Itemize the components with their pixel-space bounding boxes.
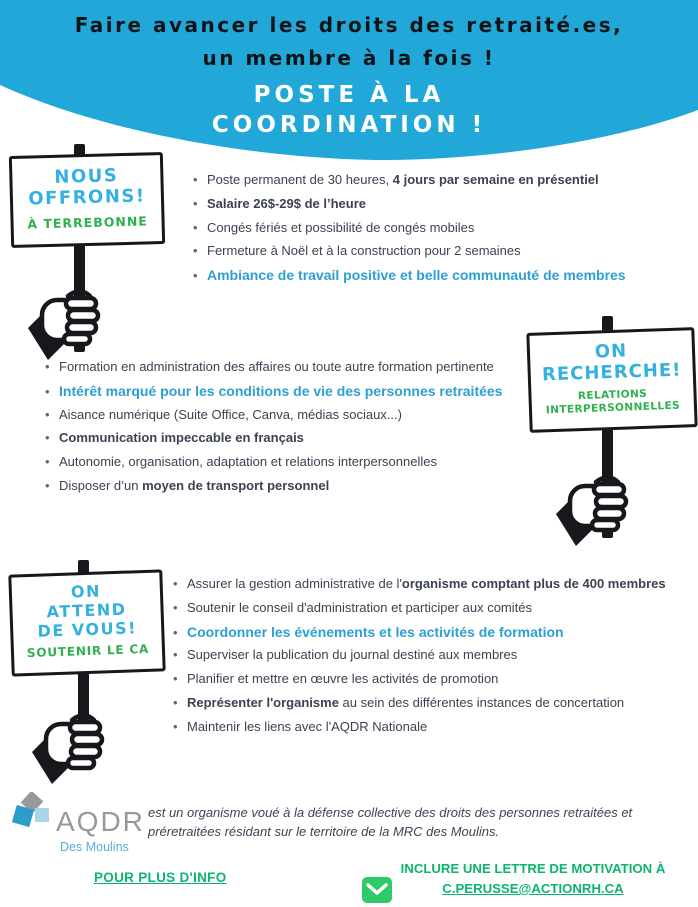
list-item (45, 455, 545, 469)
bullet-icon: • (173, 624, 178, 640)
bullet-icon: • (173, 647, 178, 663)
bullet-icon: • (45, 454, 50, 470)
sign-text-line: ON (594, 340, 628, 363)
list-item-text: Aisance numérique (Suite Office, Canva, médias sociaux...) (59, 406, 402, 422)
bullet-icon: • (173, 599, 178, 615)
sign-text-line: RELATIONS (577, 387, 648, 403)
sign-text-line: DE VOUS! (37, 618, 138, 641)
bullet-icon: • (193, 243, 198, 259)
list-item-text: Autonomie, organisation, adaptation et relations interpersonnelles (59, 454, 437, 470)
motivation-label: INCLURE UNE LETTRE DE MOTIVATION À (400, 861, 666, 876)
motivation-note (388, 859, 678, 899)
list-item (173, 648, 688, 662)
benefits-list (193, 173, 688, 292)
list-item-text: Ambiance de travail positive et belle communauté de membres (207, 267, 626, 284)
profile-list (45, 360, 545, 503)
protest-sign-seeking (528, 316, 698, 556)
logo-subtitle: Des Moulins (60, 840, 129, 854)
bullet-icon: • (193, 172, 198, 187)
sign-text-line: INTERPERSONNELLES (545, 399, 681, 417)
list-item (193, 221, 688, 235)
aqdr-logo-mark (10, 792, 60, 850)
list-item-text: Représenter l'organisme au sein des différentes instances de concertation (187, 695, 625, 711)
bullet-icon: • (45, 359, 50, 374)
list-item-text: Superviser la publication du journal destiné aux membres (187, 647, 518, 663)
list-item-text: Assurer la gestion administrative de l'organisme comptant plus de 400 membres (187, 576, 666, 591)
title-line2: COORDINATION ! (211, 112, 487, 138)
bullet-icon: • (193, 195, 198, 211)
sign-text-line: OFFRONS! (28, 185, 146, 210)
sign-green-text (531, 386, 694, 418)
bullet-icon: • (193, 268, 198, 284)
list-item (173, 696, 688, 710)
sign-text-line: ATTEND (46, 599, 127, 622)
protest-sign-offers (8, 144, 178, 369)
hand-illustration (30, 696, 125, 784)
list-item-text: Communication impeccable en français (59, 430, 304, 446)
list-item (45, 479, 545, 493)
list-item (193, 173, 688, 187)
list-item-text: Disposer d’un moyen de transport personnel (59, 478, 330, 494)
sign-text-line: SOUTENIR LE CA (26, 641, 150, 661)
list-item (173, 625, 688, 640)
bullet-icon: • (173, 576, 178, 591)
bullet-icon: • (173, 718, 178, 734)
responsibilities-list (173, 577, 688, 744)
sign-blue-text (530, 338, 693, 386)
bullet-icon: • (45, 383, 50, 399)
list-item (173, 672, 688, 686)
bullet-icon: • (193, 219, 198, 235)
hand-illustration (554, 458, 649, 546)
bullet-icon: • (45, 478, 50, 494)
tagline-line1: Faire avancer les droits des retraité.es, (74, 13, 624, 37)
logo-acronym: AQDR (56, 806, 145, 837)
list-item (173, 720, 688, 734)
aqdr-logo (10, 792, 145, 864)
list-item (173, 601, 688, 615)
organization-description: est un organisme voué à la défense collective des droits des personnes retraitées et préretraitées résidant sur le territoire de la MRC des Moulins. (148, 805, 633, 839)
list-item (173, 577, 688, 591)
list-item (193, 268, 688, 283)
bullet-icon: • (173, 695, 178, 711)
more-info-link[interactable]: POUR PLUS D'INFO (94, 870, 227, 885)
list-item-text: Salaire 26$-29$ de l’heure (207, 195, 366, 211)
list-item-text: Soutenir le conseil d'administration et participer aux comités (187, 599, 532, 615)
page-title (0, 80, 698, 140)
sign-green-text (13, 213, 161, 232)
list-item-text: Maintenir les liens avec l'AQDR Nationale (187, 718, 428, 734)
sign-board (9, 152, 165, 248)
bullet-icon: • (45, 406, 50, 422)
title-line1: POSTE À LA (253, 82, 445, 108)
list-item-text: Fermeture à Noël et à la construction pour 2 semaines (207, 243, 521, 259)
list-item (193, 244, 688, 258)
list-item (45, 384, 545, 399)
sign-text-line: ON (70, 581, 102, 602)
list-item (193, 197, 688, 211)
sign-text-line: RECHERCHE! (541, 359, 682, 386)
sign-text-line: NOUS (54, 165, 119, 188)
bullet-icon: • (45, 430, 50, 446)
list-item (45, 360, 545, 374)
sign-text-line: À TERREBONNE (27, 213, 149, 232)
list-item-text: Intérêt marqué pour les conditions de vie des personnes retraitées (59, 382, 503, 399)
bullet-icon: • (173, 671, 178, 687)
sign-blue-text (12, 164, 161, 210)
hand-illustration (26, 272, 121, 360)
sign-board (526, 327, 697, 433)
tagline (0, 9, 698, 75)
list-item-text: Congés fériés et possibilité de congés mobiles (207, 219, 475, 235)
list-item-text: Coordonner les événements et les activités de formation (187, 623, 564, 640)
sign-blue-text (12, 579, 162, 641)
tagline-line2: un membre à la fois ! (202, 46, 496, 70)
list-item-text: Poste permanent de 30 heures, 4 jours par semaine en présentiel (207, 172, 599, 187)
sign-board (8, 569, 165, 676)
list-item (45, 408, 545, 422)
list-item (45, 431, 545, 445)
protest-sign-expect (6, 560, 176, 790)
application-email-link[interactable]: C.PERUSSE@ACTIONRH.CA (442, 881, 624, 896)
list-item-text: Formation en administration des affaires ou toute autre formation pertinente (59, 359, 494, 374)
list-item-text: Planifier et mettre en œuvre les activités de promotion (187, 671, 499, 687)
sign-green-text (14, 641, 162, 660)
